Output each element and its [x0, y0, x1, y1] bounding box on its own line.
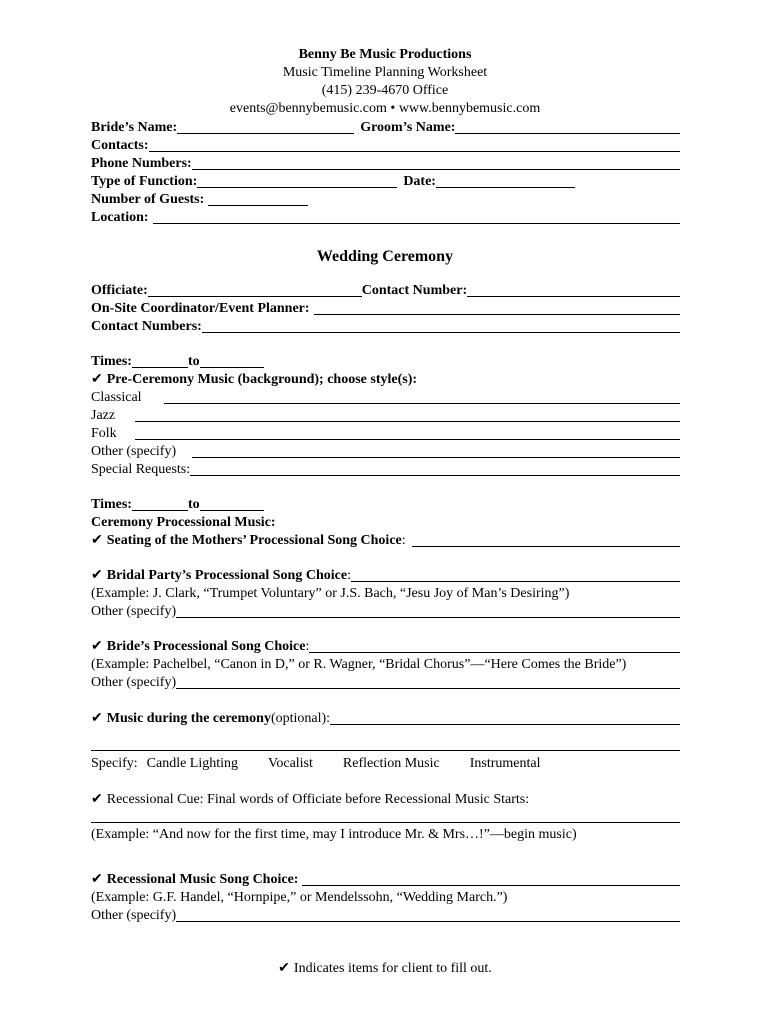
checkmark-icon: ✔ — [91, 711, 103, 726]
pre-other-field[interactable] — [192, 443, 680, 458]
bridal-party-example: (Example: J. Clark, “Trumpet Voluntary” or J.S. Bach, “Jesu Joy of Man’s Desiring”) — [91, 586, 570, 601]
special-requests-label: Special Requests: — [91, 462, 191, 477]
proc-to-label: to — [187, 497, 200, 512]
office-phone: (415) 239-4670 Office — [321, 83, 449, 98]
classical-label: Classical — [91, 390, 142, 405]
pre-to-label: to — [187, 354, 200, 369]
during-field[interactable] — [330, 710, 680, 725]
company-name: Benny Be Music Productions — [298, 47, 472, 62]
officiate-field[interactable] — [148, 282, 362, 297]
location-field[interactable] — [153, 209, 680, 224]
contact-number-label: Contact Number: — [361, 283, 468, 298]
bridal-party-other-field[interactable] — [176, 603, 680, 618]
during-extra-line[interactable] — [91, 750, 680, 751]
special-requests-field[interactable] — [190, 461, 680, 476]
bride-other-field[interactable] — [176, 674, 680, 689]
header — [0, 46, 770, 118]
bride-other-row — [91, 674, 680, 692]
contacts-row — [91, 137, 680, 155]
recessional-row — [91, 871, 680, 889]
checkmark-icon: ✔ — [91, 372, 103, 387]
proc-heading-row — [91, 514, 680, 532]
grooms-name-label: Groom’s Name: — [360, 120, 456, 135]
brides-name-field[interactable] — [177, 119, 354, 134]
option-vocalist[interactable]: Vocalist — [268, 756, 313, 771]
jazz-label: Jazz — [91, 408, 116, 423]
checkmark-icon: ✔ — [91, 639, 103, 654]
date-field[interactable] — [436, 173, 575, 188]
officiate-label: Officiate: — [91, 283, 148, 298]
coordinator-label: On-Site Coordinator/Event Planner: — [91, 301, 310, 316]
bride-section — [91, 638, 680, 692]
folk-row — [91, 425, 680, 443]
bride-row — [91, 638, 680, 656]
location-label: Location: — [91, 210, 149, 225]
grooms-name-field[interactable] — [455, 119, 680, 134]
during-label: Music during the ceremony — [106, 711, 271, 726]
pre-heading-row — [91, 371, 680, 389]
contact-numbers-label: Contact Numbers: — [91, 319, 202, 334]
ceremony-contacts — [91, 282, 680, 336]
names-row — [91, 119, 680, 137]
recessional-field[interactable] — [302, 871, 680, 886]
pre-start-field[interactable] — [132, 353, 188, 368]
mothers-colon: : — [401, 533, 406, 548]
footer-note — [0, 960, 770, 977]
contact-numbers-field[interactable] — [202, 318, 680, 333]
pre-ceremony-section — [91, 353, 680, 479]
bridal-party-other-row — [91, 603, 680, 621]
bridal-party-section — [91, 567, 680, 621]
proc-times-label: Times: — [91, 497, 132, 512]
proc-times-row — [91, 496, 680, 514]
option-reflection-music[interactable]: Reflection Music — [342, 756, 440, 771]
checkmark-icon: ✔ — [91, 533, 103, 548]
recessional-cue-example: (Example: “And now for the first time, may I introduce Mr. & Mrs…!”—begin music) — [91, 827, 577, 842]
proc-start-field[interactable] — [132, 496, 188, 511]
function-type-label: Type of Function: — [91, 174, 198, 189]
pre-times-label: Times: — [91, 354, 132, 369]
function-type-field[interactable] — [197, 173, 397, 188]
contacts-field[interactable] — [149, 137, 680, 152]
proc-end-field[interactable] — [200, 496, 264, 511]
classical-field[interactable] — [164, 389, 680, 404]
function-row — [91, 173, 680, 191]
recessional-other-field[interactable] — [176, 907, 680, 922]
option-candle-lighting[interactable]: Candle Lighting — [146, 756, 239, 771]
location-row — [91, 209, 680, 227]
checkmark-icon: ✔ — [91, 568, 103, 583]
bridal-party-label: Bridal Party’s Processional Song Choice — [106, 568, 348, 583]
bride-example: (Example: Pachelbel, “Canon in D,” or R. Wagner, “Bridal Chorus”—“Here Comes the Bride”) — [91, 657, 627, 672]
during-section — [91, 710, 680, 728]
coordinator-row — [91, 300, 680, 318]
recessional-cue-field[interactable] — [91, 822, 680, 823]
specify-section — [91, 755, 680, 773]
specify-label: Specify: — [91, 756, 138, 771]
officiate-row — [91, 282, 680, 300]
guests-label: Number of Guests: — [91, 192, 205, 207]
recessional-cue-section — [91, 791, 680, 809]
bridal-party-field[interactable] — [351, 567, 680, 582]
checkmark-icon: ✔ — [91, 792, 103, 807]
client-info — [91, 119, 680, 227]
processional-heading: Ceremony Processional Music: — [91, 515, 276, 530]
jazz-field[interactable] — [135, 407, 680, 422]
pre-other-label: Other (specify) — [91, 444, 177, 459]
contact-line: events@bennybemusic.com • www.bennybemusic.com — [229, 101, 541, 116]
bridal-party-row — [91, 567, 680, 585]
pre-end-field[interactable] — [200, 353, 264, 368]
bride-song-field[interactable] — [309, 638, 680, 653]
recessional-other-row — [91, 907, 680, 925]
contacts-label: Contacts: — [91, 138, 149, 153]
pre-ceremony-heading: Pre-Ceremony Music (background); choose style(s): — [106, 372, 418, 387]
contact-number-field[interactable] — [467, 282, 680, 297]
mothers-row — [91, 532, 680, 550]
coordinator-field[interactable] — [314, 300, 680, 315]
during-optional: (optional): — [270, 711, 331, 726]
option-instrumental[interactable]: Instrumental — [469, 756, 541, 771]
folk-field[interactable] — [135, 425, 680, 440]
contact-numbers-row — [91, 318, 680, 336]
pre-times-row — [91, 353, 680, 371]
during-row — [91, 710, 680, 728]
recessional-cue-example-block — [91, 826, 680, 844]
bride-song-label: Bride’s Processional Song Choice — [106, 639, 306, 654]
classical-row — [91, 389, 680, 407]
processional-section — [91, 496, 680, 550]
phone-row — [91, 155, 680, 173]
section-title: Wedding Ceremony — [316, 248, 454, 265]
phone-numbers-field[interactable] — [192, 155, 680, 170]
checkmark-icon: ✔ — [91, 872, 103, 887]
jazz-row — [91, 407, 680, 425]
mothers-song-label: Seating of the Mothers’ Processional Song Choice — [106, 533, 402, 548]
recessional-label: Recessional Music Song Choice: — [106, 872, 299, 887]
pre-other-row — [91, 443, 680, 461]
guests-field[interactable] — [208, 191, 308, 206]
recessional-cue-text: Recessional Cue: Final words of Officiate before Recessional Music Starts: — [106, 792, 530, 807]
recessional-other-label: Other (specify) — [91, 908, 177, 923]
bride-other-label: Other (specify) — [91, 675, 177, 690]
special-requests-row — [91, 461, 680, 479]
bridal-party-colon: : — [347, 568, 351, 583]
mothers-song-field[interactable] — [412, 532, 680, 547]
checkmark-icon: ✔ — [278, 961, 290, 976]
phone-numbers-label: Phone Numbers: — [91, 156, 192, 171]
folk-label: Folk — [91, 426, 117, 441]
specify-row — [91, 755, 680, 773]
brides-name-label: Bride’s Name: — [91, 120, 178, 135]
footer-text: Indicates items for client to fill out. — [293, 961, 492, 976]
bridal-party-other-label: Other (specify) — [91, 604, 177, 619]
recessional-section — [91, 871, 680, 925]
recessional-example: (Example: G.F. Handel, “Hornpipe,” or Mendelssohn, “Wedding March.”) — [91, 890, 508, 905]
bride-colon: : — [305, 639, 310, 654]
guests-row — [91, 191, 680, 209]
recessional-cue-row — [91, 791, 680, 809]
worksheet-subtitle: Music Timeline Planning Worksheet — [282, 65, 488, 80]
date-label: Date: — [403, 174, 436, 189]
